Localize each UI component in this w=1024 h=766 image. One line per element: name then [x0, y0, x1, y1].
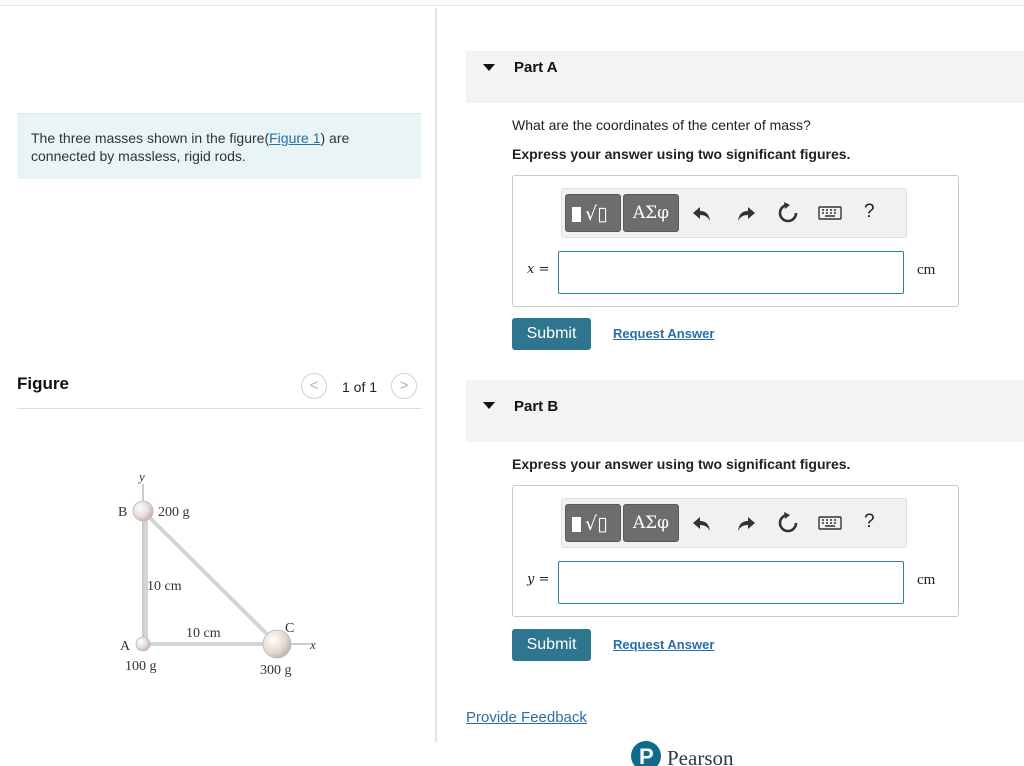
reset-icon[interactable]	[776, 201, 800, 225]
part-b-answer-box	[512, 485, 959, 617]
mass-b-ball	[133, 501, 153, 521]
templates-button[interactable]	[565, 504, 621, 542]
problem-statement	[17, 113, 421, 179]
collapse-caret-icon[interactable]	[483, 402, 495, 409]
x-answer-input[interactable]	[558, 251, 904, 294]
figure-link[interactable]: Figure 1	[269, 130, 321, 146]
greek-symbols-button[interactable]: ΑΣφ	[623, 504, 679, 542]
math-toolbar	[561, 188, 907, 238]
redo-icon[interactable]	[734, 201, 758, 225]
keyboard-icon[interactable]	[818, 201, 842, 225]
part-a-header[interactable]	[466, 51, 1024, 103]
point-c-label: C	[285, 621, 295, 636]
part-b-label: Part B	[514, 398, 559, 415]
undo-icon[interactable]	[690, 511, 714, 535]
x-variable-label: x =	[527, 262, 550, 277]
part-a-request-answer-link[interactable]: Request Answer	[613, 326, 715, 341]
collapse-caret-icon[interactable]	[483, 64, 495, 71]
problem-text-after: ) are connected by massless, rigid rods.	[31, 130, 350, 164]
figure-pager	[301, 373, 421, 401]
templates-button[interactable]	[565, 194, 621, 232]
point-a-label: A	[120, 639, 131, 654]
part-a-instruction: Express your answer using two significant figures.	[512, 146, 851, 162]
rod-bc	[143, 511, 277, 644]
pearson-wordmark: Pearson	[667, 746, 734, 766]
x-unit-label: cm	[917, 262, 936, 278]
mass-c-label: 300 g	[260, 663, 292, 678]
y-unit-label: cm	[917, 572, 936, 588]
part-a-submit-button[interactable]: Submit	[512, 318, 591, 350]
part-b-header[interactable]	[466, 380, 1024, 442]
mass-a-ball	[136, 637, 150, 651]
provide-feedback-link[interactable]: Provide Feedback	[466, 709, 587, 726]
mass-a-label: 100 g	[125, 659, 157, 674]
y-variable-label: y =	[527, 572, 550, 587]
redo-icon[interactable]	[734, 511, 758, 535]
part-b-request-answer-link[interactable]: Request Answer	[613, 637, 715, 652]
pearson-logo	[631, 741, 771, 766]
help-button[interactable]: ?	[864, 201, 875, 222]
pane-divider[interactable]	[435, 8, 437, 742]
pearson-initial: P	[639, 744, 654, 766]
pearson-p-icon	[631, 741, 661, 766]
point-b-label: B	[118, 505, 128, 520]
radical-icon: √▯	[585, 203, 608, 225]
template-block-icon	[572, 207, 581, 222]
y-answer-input[interactable]	[558, 561, 904, 604]
figure-divider	[17, 408, 421, 409]
part-a-label: Part A	[514, 59, 558, 76]
vertical-distance-label: 10 cm	[147, 579, 182, 594]
math-toolbar	[561, 498, 907, 548]
horizontal-distance-label: 10 cm	[186, 626, 221, 641]
figure-counter: 1 of 1	[342, 379, 378, 395]
template-block-icon	[572, 517, 581, 532]
figure-title: Figure	[17, 374, 69, 393]
undo-icon[interactable]	[690, 201, 714, 225]
problem-text-before: The three masses shown in the figure(	[31, 130, 270, 146]
x-axis-label: x	[310, 637, 316, 652]
greek-symbols-button[interactable]: ΑΣφ	[623, 194, 679, 232]
part-b-instruction: Express your answer using two significant figures.	[512, 456, 851, 472]
part-b-submit-button[interactable]: Submit	[512, 629, 591, 661]
mass-b-label: 200 g	[158, 505, 190, 520]
part-a-answer-box	[512, 175, 959, 307]
radical-icon: √▯	[585, 513, 608, 535]
top-border	[0, 5, 1024, 6]
keyboard-icon[interactable]	[818, 511, 842, 535]
reset-icon[interactable]	[776, 511, 800, 535]
masses-figure	[110, 462, 340, 687]
help-button[interactable]: ?	[864, 511, 875, 532]
part-a-question: What are the coordinates of the center of mass?	[512, 117, 811, 133]
figure-prev-button[interactable]: <	[301, 373, 327, 399]
figure-next-button[interactable]: >	[391, 373, 417, 399]
y-axis-label: y	[139, 469, 145, 484]
